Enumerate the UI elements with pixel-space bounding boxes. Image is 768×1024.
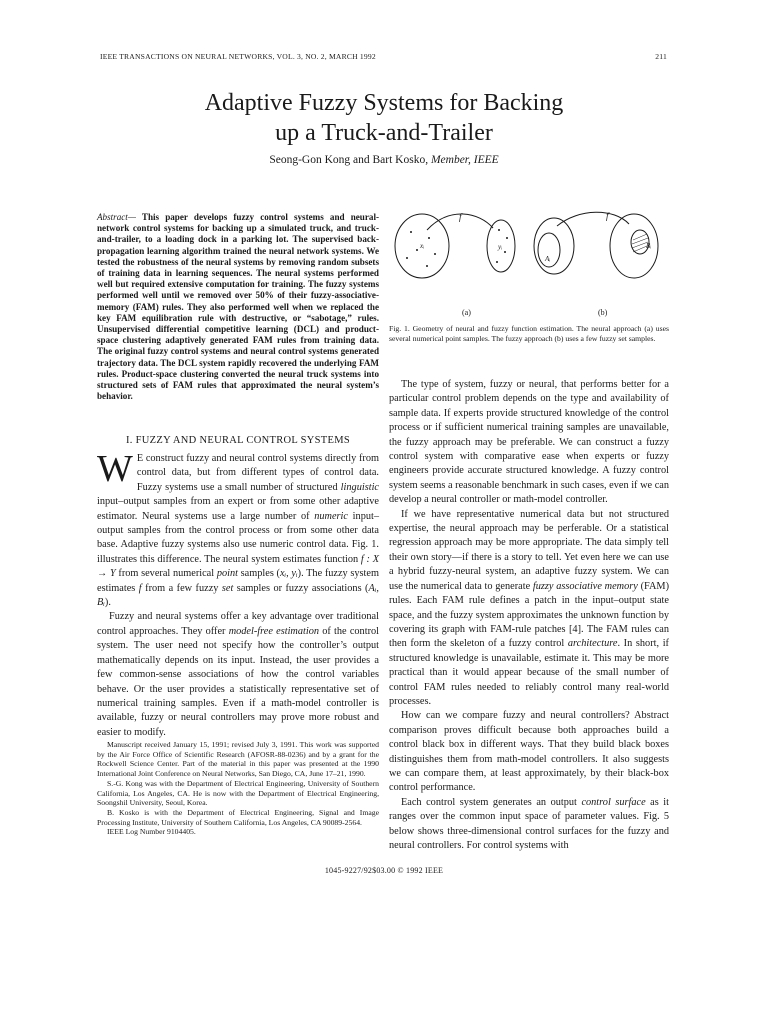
right-column-body: [389, 378, 669, 853]
paragraph: If we have representative numerical data but not structured expertise, the neural approach may be perferable. Or a statistical regression approach may be more appropriate. The data simply tell their own story—if there is a story to tell. Yet even here we can use a hybrid fuzzy-neural system, an adaptive fuzzy system. We can use the numerical data to generate fuzzy associative memory (FAM) rules. Each FAM rule defines a patch in the input–output state space, and the fuzzy system approximates the unknown function by covering its graph with FAM-rule patches [4]. The FAM rules can then form the skeleton of a fuzzy control architecture. In short, if structured knowledge is unavailable, estimate it. This may be more practical than it would appear because of the small number of control FAM rules needed to reliably control many real-world processes.: [389, 508, 669, 707]
copyright-line: 1045-9227/92$03.00 © 1992 IEEE: [324, 866, 444, 875]
xi-label: xᵢ: [420, 242, 425, 250]
footnote-manuscript: Manuscript received January 15, 1991; revised July 3, 1991. This work was supported by the Air Force Office of Scientific Research (AFOSR-88-0236) and by a grant for the Rockwell Science Center. Part of the material in this paper was presented at the 1990 International Joint Conference on Neural Networks, San Diego, CA, June 17–21, 1990.: [97, 740, 379, 779]
section-heading: I. FUZZY AND NEURAL CONTROL SYSTEMS: [125, 435, 350, 446]
figure-caption: Fig. 1. Geometry of neural and fuzzy function estimation. The neural approach (a) uses several numerical point samples. The fuzzy approach (b) uses a few fuzzy set samples.: [389, 324, 669, 343]
author-line: [120, 154, 648, 166]
f-label-b: f: [606, 211, 609, 221]
paragraph: The type of system, fuzzy or neural, that performs better for a particular control problem depends on the type and availability of sample data. If experts provide structured knowledge of the control process or if sufficient numerical training samples are unavailable, the fuzzy approach may be preferable. We can construct a fuzzy control system with comparative ease when experts or fuzzy engineers provide accurate structured knowledge. A fuzzy control system seems a reasonable benchmark in such cases, even if we can develop a neural controller or math-model controller.: [389, 379, 669, 506]
footnote-kong: S.-G. Kong was with the Department of Electrical Engineering, University of Southern California, Los Angeles, CA. He is now with the Department of Electrical Engineering, Soongshil University, Seoul, Korea.: [97, 778, 379, 808]
figure-1: [389, 208, 669, 308]
author-membership: Member, IEEE: [430, 154, 499, 166]
footnote-kosko: B. Kosko is with the Department of Electrical Engineering, Signal and Image Processing Institute, University of Southern California, Los Angeles, CA 90089-2564.: [97, 807, 379, 827]
figure-label-a: (a): [462, 308, 471, 317]
title-line-1: Adaptive Fuzzy Systems for Backing: [204, 90, 564, 116]
running-header: [100, 52, 667, 64]
abstract-text: This paper develops fuzzy control systems and neural-network control systems for backing up a simulated truck, and truck-and-trailer, to a loading dock in a parking lot. The supervised back-propagation learning algorithm trained the neural network systems. We tested the robustness of the neural systems by removing random subsets of training data in learning sequences. The neural systems performed well but required extensive computation for training. The fuzzy systems performed well until we removed over 50% of their fuzzy-associative-memory (FAM) rules. They also performed well when we replaced the key FAM equilibration rule with destructive, or “sabotage,” rules. Unsupervised differential competitive learning (DCL) and product-space clustering adaptively generated FAM rules from training data. The original fuzzy control systems and neural control systems generated trajectory data. The DCL system rapidly recovered the underlying FAM rules. Product-space clustering converted the neural truck systems into structured sets of FAM rules that approximated the neural system’s behavior.: [97, 212, 379, 402]
paragraph: Fuzzy and neural systems offer a key advantage over traditional control approaches. They offer model-free estimation of the control system. The user need not specify how the controller’s output mathematically depends on its input. Instead, the user provides a few common-sense associations of how the control variables behave. Or the user provides a statistically representative set of numerical training samples. Even if a math-model controller is available, fuzzy or neural controllers may prove more robust and easier to modify.: [97, 611, 380, 738]
abstract: [97, 212, 379, 402]
yi-label: yᵢ: [498, 243, 503, 251]
figure-label-b: (b): [598, 308, 608, 317]
journal-citation: IEEE TRANSACTIONS ON NEURAL NETWORKS, VOL. 3, NO. 2, MARCH 1992: [100, 52, 376, 61]
title-line-2: up a Truck-and-Trailer: [275, 120, 493, 146]
drop-cap: W: [97, 448, 133, 490]
author-names: Seong-Gon Kong and Bart Kosko,: [269, 154, 431, 166]
paragraph: How can we compare fuzzy and neural controllers? Abstract comparison proves difficult because both approaches build a control black box in different ways. That they build black boxes distinguishes them from math-model controllers. It also suggests we can compare them, at least approximately, by their black-box control performance.: [389, 710, 669, 794]
paragraph: Each control system generates an output control surface as it ranges over the common input space of parameter values. Fig. 5 below shows three-dimensional control surfaces for the fuzzy and neural controllers. For control systems with: [389, 796, 670, 851]
abstract-label: Abstract—: [97, 212, 136, 222]
footnote-log-number: IEEE Log Number 9104405.: [107, 827, 196, 837]
footnote: [97, 740, 379, 837]
bi-label: Bᵢ: [646, 242, 652, 250]
mapping-arrow-b: [557, 212, 629, 226]
paragraph: W E construct fuzzy and neural control systems directly from control data, but from different types of control data. Fuzzy systems use a small number of structured linguistic input–output samples from an expert or from some other adaptive estimator. Neural systems use a large number of numeric input–output samples from the control process or from some other data base. Adaptive fuzzy systems also use numeric control data. Fig. 1. illustrates this difference. The neural system estimates function f : X → Y from several numerical point samples (xᵢ, yᵢ). The fuzzy system estimates f from a few fuzzy set samples or fuzzy associations (Aᵢ, Bᵢ).: [97, 448, 380, 609]
page-number: 211: [655, 52, 667, 61]
paper-title: [120, 88, 648, 148]
left-column-body: [97, 448, 380, 740]
f-label-a: f: [459, 212, 462, 222]
ai-label: Aᵢ: [545, 255, 551, 263]
